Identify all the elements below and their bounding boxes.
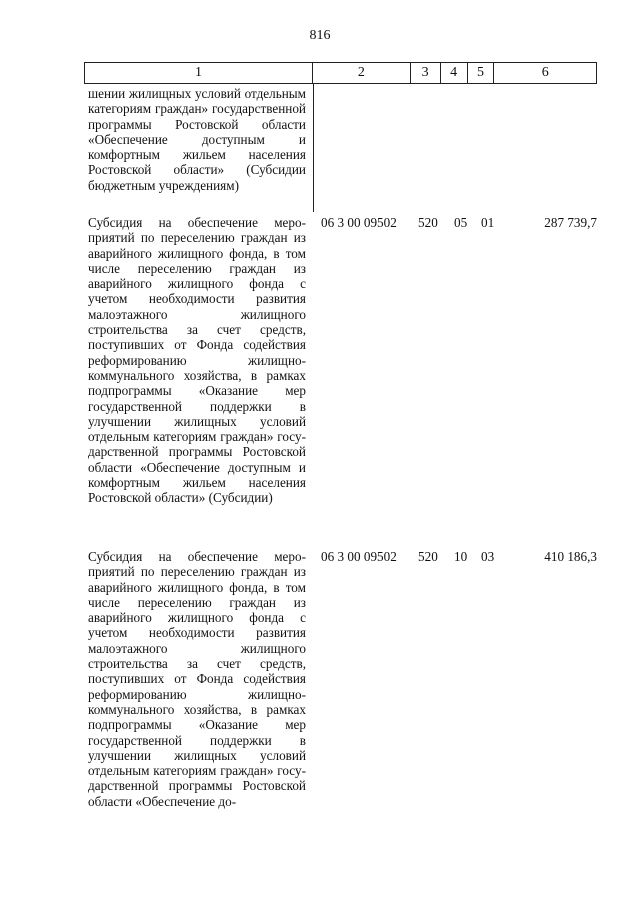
row-1-code: 06 3 00 09502	[321, 215, 397, 230]
header-cell-2: 2	[313, 63, 411, 83]
row-1-name: Субсидия на обеспечение мероприятий по переселению граждан из аварийного жилищного фонда, в том числе переселению граждан из аварийного жилищного фонда с учетом необходимости развития малоэтажного жилищного строительства за счет средств, поступивших от Фонда содействия реформированию жилищно-коммунального хозяйства, в рамках подпрограммы «Оказание мер государственной поддержки в улучшении жилищных условий отдельным категориям граждан» государственной программы Ростовской области «Обеспечение доступным и комфортным жильем населения Ростовской области» (Субсидии)	[88, 215, 306, 506]
header-cell-1: 1	[85, 63, 313, 83]
row-1-rz: 05	[454, 215, 468, 230]
row-2-rz: 10	[454, 549, 468, 564]
header-cell-6: 6	[541, 65, 549, 80]
row-2-vr: 520	[418, 549, 438, 564]
continuation-text: шении жилищных условий отдельным категориям граждан» государственной программы Ростовской области «Обеспечение доступным и комфортным жильем населения Ростовской области» (Субсидии бюджетным учреждениям)	[88, 86, 306, 193]
row-1-vr: 520	[418, 215, 438, 230]
column-divider	[313, 84, 314, 212]
row-2-name: Субсидия на обеспечение мероприятий по переселению граждан из аварийного жилищного фонда, в том числе переселению граждан из аварийного жилищного фонда с учетом необходимости развития малоэтажного жилищного строительства за счет средств, поступивших от Фонда содействия реформированию жилищно-коммунального хозяйства, в рамках подпрограммы «Оказание мер государственной поддержки в улучшении жилищных условий отдельным категориям граждан» государственной программы Ростовской области «Обеспечение до-	[88, 549, 306, 809]
header-cell-4: 4	[441, 63, 468, 83]
row-2-code: 06 3 00 09502	[321, 549, 397, 564]
row-1-pr: 01	[481, 215, 495, 230]
header-cell-3: 3	[411, 63, 441, 83]
page-number: 816	[309, 28, 331, 43]
row-1-sum: 287 739,7	[544, 215, 597, 230]
row-2-pr: 03	[481, 549, 495, 564]
row-2-sum: 410 186,3	[544, 549, 597, 564]
header-cell-5: 5	[468, 63, 495, 83]
table-header-row	[84, 62, 597, 84]
